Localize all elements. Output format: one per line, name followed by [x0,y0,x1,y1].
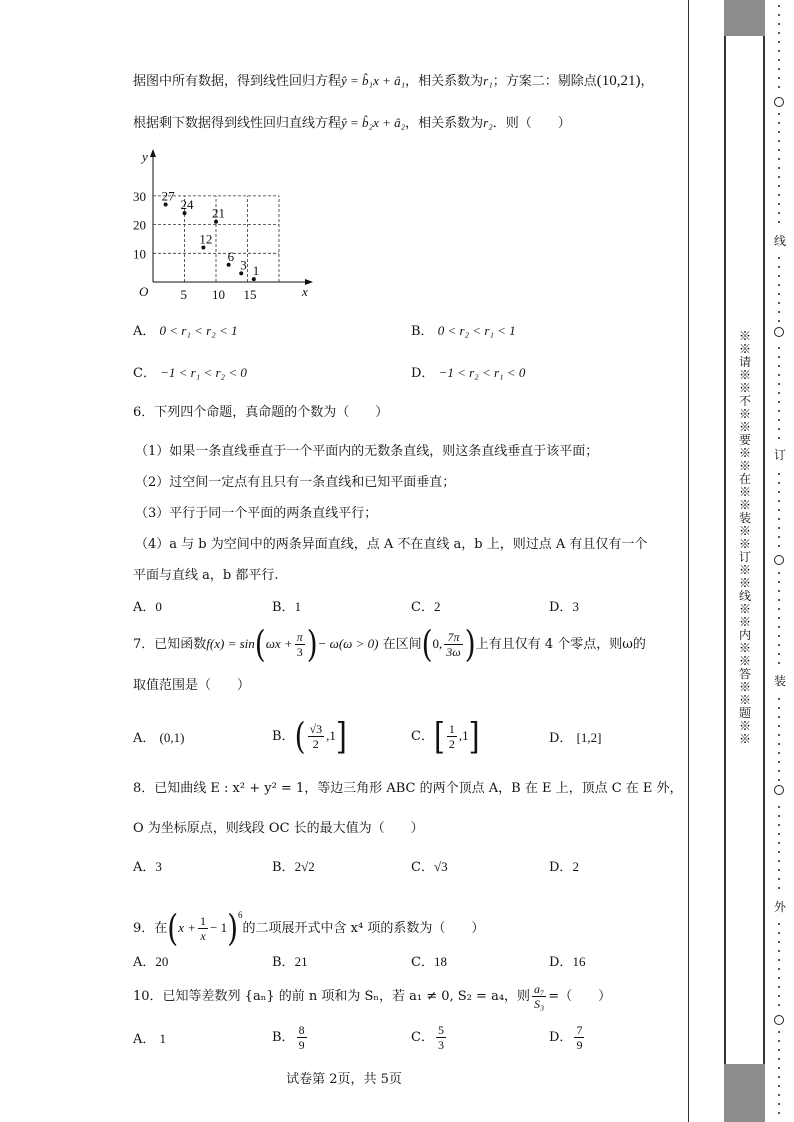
margin-word-xian: 线 [774,234,787,248]
data-label: 24 [180,197,194,213]
binding-dot [778,50,780,52]
binding-dot [778,761,780,763]
margin-warning-text: ※※请※※不※※要※※在※※装※※订※※线※※内※※答※※题※※ [738,329,751,746]
binding-dot [778,644,780,646]
binding-dot [778,887,780,889]
binding-dot [778,410,780,412]
binding-dot [778,5,780,7]
q6-option-d[interactable]: D．3 [549,599,579,615]
binding-dot [778,212,780,214]
binding-dot [778,743,780,745]
q5-option-c[interactable]: C． −1 < r₁ < r₂ < 0 [133,365,247,381]
binding-dot [778,257,780,259]
binding-dot [778,626,780,628]
binding-dot [778,815,780,817]
q5-text: ，相关系数为 [405,74,484,89]
binding-dot [778,653,780,655]
data-label: 21 [212,205,225,221]
binding-hole-circle [775,1016,784,1025]
binding-dot [778,167,780,169]
q10-stem: 10．已知等差数列 {aₙ} 的前 n 项和为 Sₙ，若 a₁ ≠ 0, S₂ = a₄，则 $\frac{\text{a₇}}{\text{S₃}}$ =（ ） [133,982,612,1011]
binding-dot [778,428,780,430]
q9-option-a[interactable]: A．20 [133,954,169,970]
q6-item-4-cont: 平面与直线 a，b 都平行. [133,568,279,583]
binding-dot [778,131,780,133]
data-label: 27 [161,188,175,204]
binding-dot [778,635,780,637]
q5-line1 [133,72,654,91]
binding-dot [778,14,780,16]
q8-option-c[interactable]: C．√3 [411,859,448,875]
binding-dot [778,734,780,736]
binding-dot [778,374,780,376]
binding-dot [778,302,780,304]
q10-option-d[interactable]: D． $\frac{7}{9}$ [549,1023,583,1052]
binding-dot [778,203,780,205]
origin-label: O [139,284,149,299]
binding-dot [778,716,780,718]
data-label: 12 [199,231,213,247]
binding-dot [778,419,780,421]
q10-option-c[interactable]: C． $\frac{5}{3}$ [411,1023,444,1052]
q6-item-1: （1）如果一条直线垂直于一个平面内的无数条直线，则这条直线垂直于该平面； [135,444,599,459]
chart-axes [133,149,313,302]
x-axis-label: x [302,284,308,299]
binding-dot [778,500,780,502]
q6-option-a[interactable]: A．0 [133,599,162,615]
q9-option-d[interactable]: D．16 [549,954,586,970]
binding-dot [778,23,780,25]
q8-option-b[interactable]: B．2√2 [272,859,315,875]
binding-dot [778,608,780,610]
binding-dot [778,707,780,709]
binding-dot [778,68,780,70]
margin-gray-bottom [724,1064,765,1122]
binding-dot [778,158,780,160]
x-tick-label: 15 [243,287,257,302]
binding-dot [778,527,780,529]
binding-dot [778,923,780,925]
margin-border-line [688,0,689,1122]
binding-dot [778,878,780,880]
q10-option-b[interactable]: B． $\frac{8}{9}$ [272,1023,305,1052]
binding-dot [778,581,780,583]
binding-dot [778,662,780,664]
binding-dot [778,356,780,358]
binding-hole-circle [775,98,784,107]
y-tick-label: 30 [133,188,146,204]
binding-dot [778,1040,780,1042]
binding-dash-column [773,0,785,1122]
binding-dot [778,599,780,601]
binding-dot [778,725,780,727]
binding-dot [778,1058,780,1060]
q5-equation-2: ŷ = b̂₂x + â₂ [341,115,406,130]
binding-dot [778,383,780,385]
binding-dot [778,401,780,403]
binding-hole-circle [775,328,784,337]
binding-dot [778,482,780,484]
q5-r1: r₁ [483,73,493,88]
q7-option-c[interactable]: C．[ $\frac{1}{2}$ ,1] [411,714,480,758]
q8-stem-line1: 8．已知曲线 E : x² + y² = 1，等边三角形 ABC 的两个顶点 A，B 在 E 上，顶点 C 在 E 外， [133,781,683,796]
q6-option-b[interactable]: B．1 [272,599,302,615]
binding-dot [778,275,780,277]
binding-dot [778,1004,780,1006]
data-label: 3 [240,257,247,273]
q5-option-d[interactable]: D． −1 < r₂ < r₁ < 0 [411,365,526,381]
q5-text: ．则（ ） [492,116,571,131]
binding-dot [778,221,780,223]
page-footer: 试卷第 2页，共 5页 [286,1072,402,1087]
binding-dot [778,932,780,934]
chart-points [162,189,260,282]
q5-line2 [133,114,571,133]
binding-dot [778,473,780,475]
scatter-chart [128,145,393,305]
x-tick-label: 5 [180,287,187,302]
q5-option-b[interactable]: B． 0 < r₂ < r₁ < 1 [411,323,516,339]
binding-dot [778,968,780,970]
binding-dot [778,437,780,439]
binding-dot [778,491,780,493]
y-tick-label: 10 [133,246,146,262]
q8-stem-line2: O 为坐标原点，则线段 OC 长的最大值为（ ） [133,821,424,836]
binding-dot [778,995,780,997]
binding-dot [778,941,780,943]
binding-dot [778,509,780,511]
q6-option-c[interactable]: C．2 [411,599,441,615]
q5-text: 根据剩下数据得到线性回归直线方程 [133,116,342,131]
binding-dot [778,851,780,853]
binding-dot [778,149,780,151]
binding-dot [778,545,780,547]
q9-option-b[interactable]: B．21 [272,954,308,970]
margin-word-ding: 订 [774,448,787,462]
q7-option-d[interactable]: D． [1,2] [549,730,602,746]
binding-dot [778,869,780,871]
binding-dot [778,833,780,835]
binding-dot [778,86,780,88]
binding-dot [778,986,780,988]
q5-point: (10,21) [596,73,641,89]
binding-dot [778,752,780,754]
binding-dot [778,293,780,295]
q5-text: ， [640,74,654,89]
binding-dot [778,284,780,286]
binding-dot [778,572,780,574]
binding-dot [778,1076,780,1078]
binding-dot [778,1067,780,1069]
binding-dot [778,1085,780,1087]
binding-dot [778,1103,780,1105]
binding-dot [778,311,780,313]
q9-option-c[interactable]: C．18 [411,954,447,970]
binding-dot [778,617,780,619]
q6-stem: 6．下列四个命题，真命题的个数为（ ） [133,405,389,420]
q6-item-2: （2）过空间一定点有且只有一条直线和已知平面垂直； [135,475,456,490]
binding-dot [778,959,780,961]
q5-text: ；方案二：剔除点 [492,74,597,89]
binding-dot [778,347,780,349]
binding-dot [778,1112,780,1114]
q5-text: 据图中所有数据，得到线性回归方程 [133,74,342,89]
x-tick-label: 10 [212,287,225,302]
margin-gray-top [724,0,765,36]
binding-dot [778,1094,780,1096]
binding-dot [778,41,780,43]
binding-dot [778,365,780,367]
q6-item-3: （3）平行于同一个平面的两条直线平行； [135,506,378,521]
binding-dot [778,194,780,196]
binding-dot [778,1049,780,1051]
q5-r2: r₂ [483,115,493,130]
data-label: 6 [227,248,235,264]
q5-option-a[interactable]: A． 0 < r₁ < r₂ < 1 [133,323,238,339]
q9-stem: 9．在(x + $\frac{1}{x}$ − 1)$^6$的二项展开式中含 x⁴ 项的系数为（ ） [133,906,485,950]
data-label: 1 [252,263,260,279]
binding-dot [778,185,780,187]
binding-dot [778,1031,780,1033]
binding-dot [778,950,780,952]
y-axis-label: y [142,149,148,164]
binding-dot [778,977,780,979]
binding-dot [778,266,780,268]
binding-dot [778,59,780,61]
q10-option-a[interactable]: A． 1 [133,1031,167,1047]
binding-dot [778,770,780,772]
binding-dot [778,113,780,115]
binding-dot [778,806,780,808]
binding-dot [778,698,780,700]
q6-item-4: （4）a 与 b 为空间中的两条异面直线，点 A 不在直线 a，b 上，则过点 A 有且仅有一个 [135,537,648,552]
y-tick-label: 20 [133,217,146,233]
binding-dot [778,536,780,538]
q5-equation-1: ŷ = b̂₁x + â₁ [341,73,406,88]
binding-hole-circle [775,556,784,565]
binding-dot [778,842,780,844]
binding-dot [778,77,780,79]
margin-word-zhuang: 装 [774,674,787,688]
margin-word-wai: 外 [774,900,787,914]
binding-dot [778,140,780,142]
binding-dot [778,518,780,520]
binding-dot [778,176,780,178]
binding-hole-circle [775,786,784,795]
q5-text: ，相关系数为 [405,116,484,131]
binding-dot [778,824,780,826]
binding-dot [778,32,780,34]
binding-dot [778,392,780,394]
q7-stem: 7．已知函数f(x) = sin(ωx + $\frac{\pi}{3}$ )− ω(ω > 0) 在区间(0, $\frac{7\pi}{3\omega}$ )上有且仅有 4 个零点，则ω的 [133,622,646,666]
binding-dot [778,320,780,322]
q8-option-a[interactable]: A．3 [133,859,162,875]
q7-option-a[interactable]: A． (0,1) [133,730,185,746]
q7-stem-line2: 取值范围是（ ） [133,678,251,693]
binding-dot [778,590,780,592]
q7-option-b[interactable]: B．( $\frac{√3}{2}$ ,1] [272,714,347,758]
binding-dot [778,122,780,124]
binding-dot [778,779,780,781]
y-axis-arrow [150,149,156,157]
q8-option-d[interactable]: D．2 [549,859,579,875]
binding-dot [778,860,780,862]
